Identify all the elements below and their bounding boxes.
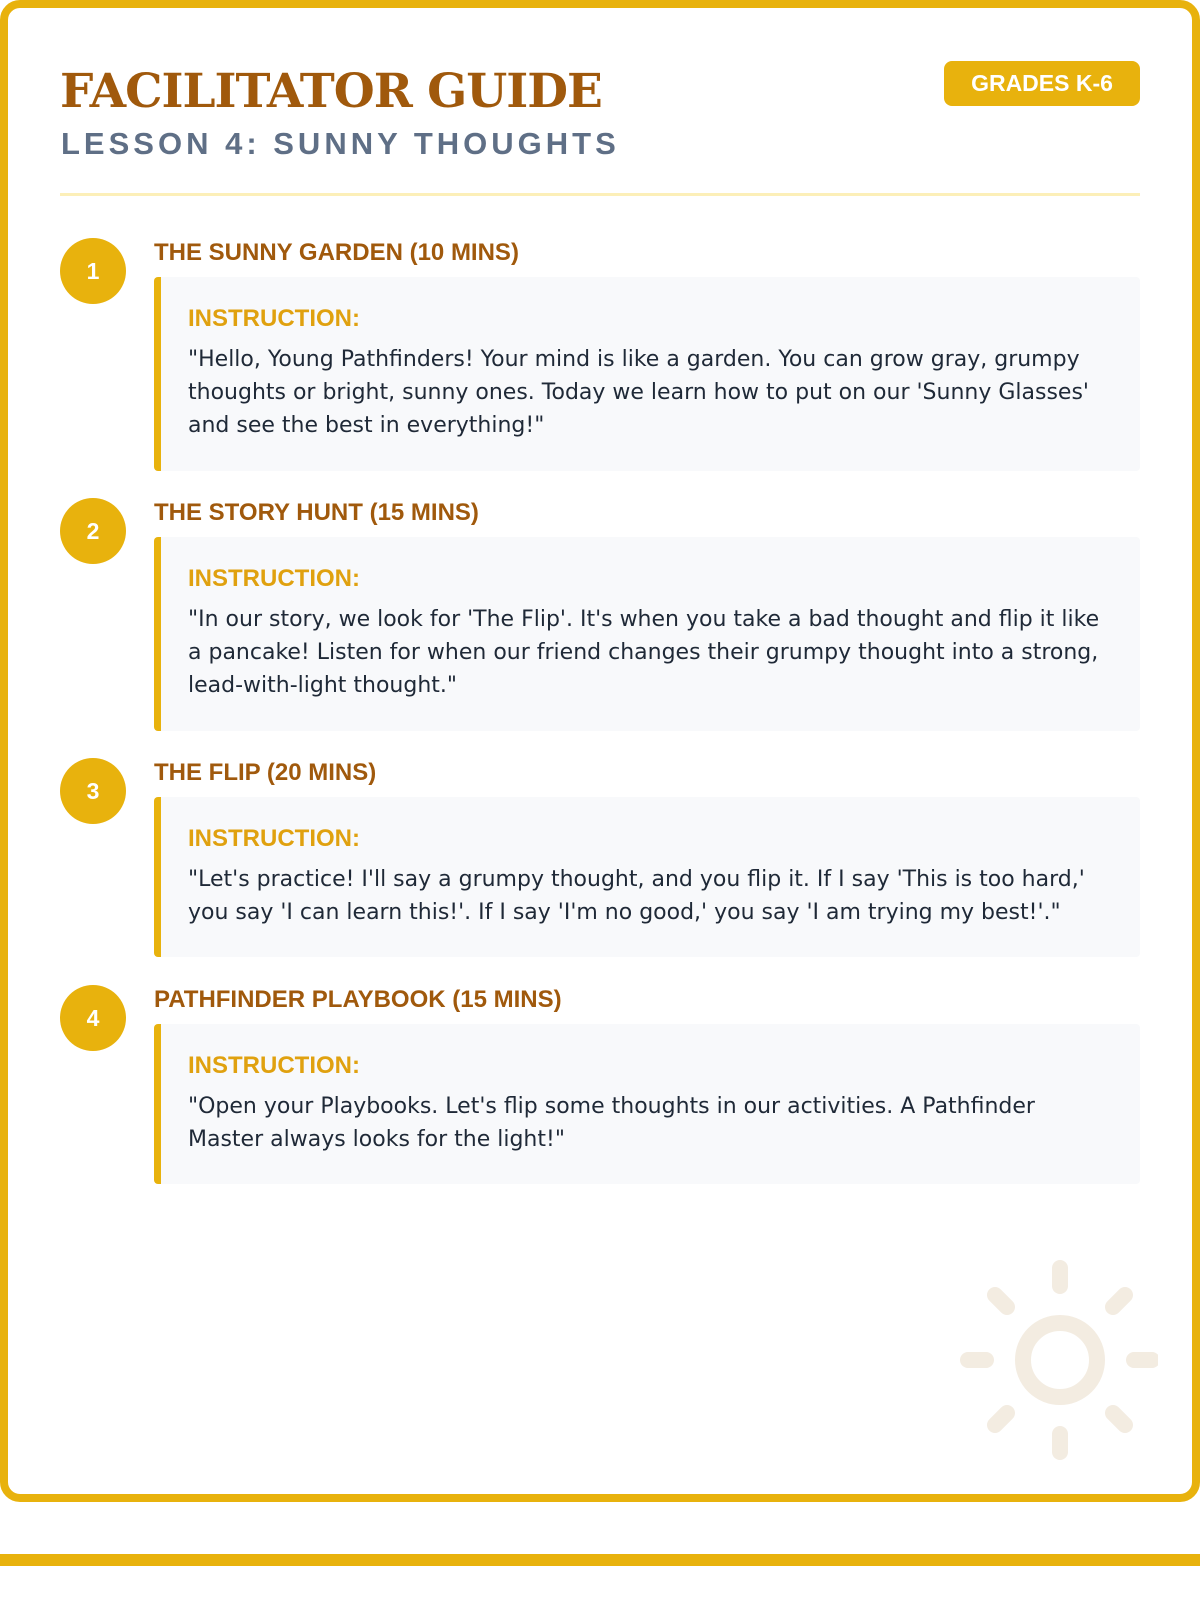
instruction-box <box>154 797 1140 957</box>
grade-badge: GRADES K-6 <box>944 61 1140 106</box>
step-title: THE STORY HUNT (15 MINS) <box>154 499 479 526</box>
step-title: PATHFINDER PLAYBOOK (15 MINS) <box>154 986 562 1013</box>
step-title: THE SUNNY GARDEN (10 MINS) <box>154 239 519 266</box>
instruction-box <box>154 1024 1140 1184</box>
step-number-badge: 1 <box>60 238 126 304</box>
instruction-label: INSTRUCTION: <box>188 565 360 592</box>
lesson-subtitle: LESSON 4: SUNNY THOUGHTS <box>61 126 620 161</box>
footer-accent-bar <box>0 1554 1200 1566</box>
sun-icon <box>958 1260 1158 1460</box>
page-title: FACILITATOR GUIDE <box>60 64 602 119</box>
instruction-text: "Hello, Young Pathfinders! Your mind is like a garden. You can grow gray, grumpy thoughts or bright, sunny ones. Today we learn how to put on our 'Sunny Glasses' and see the best in everything!" <box>188 347 1089 438</box>
instruction-label: INSTRUCTION: <box>188 825 360 852</box>
step-number-badge: 4 <box>60 985 126 1051</box>
instruction-box <box>154 537 1140 731</box>
instruction-label: INSTRUCTION: <box>188 305 360 332</box>
instruction-box <box>154 277 1140 471</box>
step-number-badge: 3 <box>60 758 126 824</box>
step-number-badge: 2 <box>60 498 126 564</box>
step-title: THE FLIP (20 MINS) <box>154 759 377 786</box>
instruction-label: INSTRUCTION: <box>188 1052 360 1079</box>
instruction-text: "Open your Playbooks. Let's flip some thoughts in our activities. A Pathfinder Master always looks for the light!" <box>188 1094 1035 1152</box>
instruction-text: "In our story, we look for 'The Flip'. It's when you take a bad thought and flip it like a pancake! Listen for when our friend changes their grumpy thought into a strong, lead-with-light thought." <box>188 607 1100 698</box>
instruction-text: "Let's practice! I'll say a grumpy thought, and you flip it. If I say 'This is too hard,' you say 'I can learn this!'. If I say 'I'm no good,' you say 'I am trying my best!'." <box>188 867 1085 925</box>
header-divider <box>60 193 1140 196</box>
